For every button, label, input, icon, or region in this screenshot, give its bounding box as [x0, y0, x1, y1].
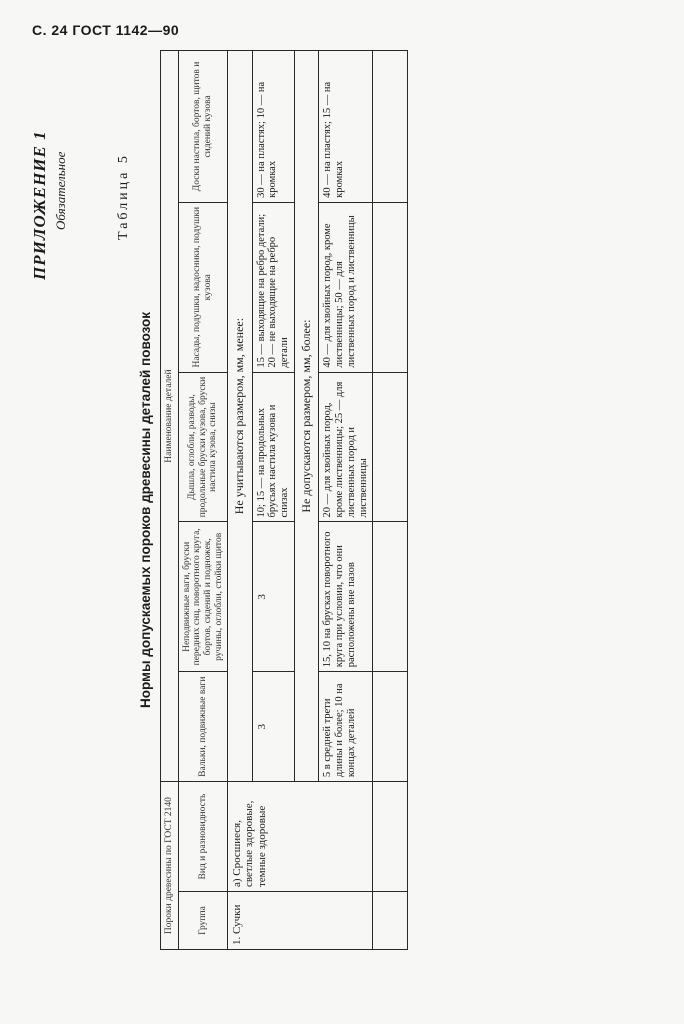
- column-group: Группа: [178, 892, 228, 950]
- defects-norms-table: [160, 50, 408, 950]
- table-row: [373, 51, 408, 950]
- cell-r2-c2: 15, 10 на брусках поворотного круга при условии, что они расположены вне пазов: [319, 522, 373, 672]
- cell-empty: [373, 892, 408, 950]
- cell-empty: [373, 202, 408, 372]
- defects-header: Пороки древесины по ГОСТ 2140: [161, 782, 179, 950]
- cell-r2-c4: 40 — для хвойных пород, кроме лиственницы; 50 — для лиственных пород и лиственницы: [319, 202, 373, 372]
- column-part-4: Насады, подушки, надосники, подушки кузова: [178, 202, 228, 372]
- cell-empty: [373, 51, 408, 203]
- cell-r2-c3: 20 — для хвойных пород, кроме лиственницы; 25 — для лиственных пород и лиственницы: [319, 372, 373, 522]
- cell-r1-c5: 30 — на пластях; 10 — на кромках: [252, 51, 294, 203]
- column-part-3: Дышла, оглобли, разводы, продольные бруски кузова, бруски настила кузова, снизы: [178, 372, 228, 522]
- table-label: Таблица 5: [116, 153, 131, 240]
- cell-group: 1. Сучки: [228, 892, 373, 950]
- cell-empty: [373, 782, 408, 892]
- cell-r2-c1: 5 в средней трети длины и более; 10 на концах деталей: [319, 672, 373, 782]
- cell-r1-c1: 3: [252, 672, 294, 782]
- note-not-counted: Не учитываются размером, мм, менее:: [228, 51, 252, 782]
- cell-r1-c3: 10; 15 — на продольных брусьях настила кузова и снизах: [252, 372, 294, 522]
- parts-header: Наименование деталей: [161, 51, 179, 782]
- appendix-title: ПРИЛОЖЕНИЕ 1: [30, 130, 49, 280]
- table-row: [228, 51, 252, 950]
- table-title: Нормы допускаемых пороков древесины деталей повозок: [138, 311, 153, 709]
- appendix-subtitle: Обязательное: [53, 151, 68, 230]
- note-not-allowed: Не допускаются размером, мм, более:: [294, 51, 318, 782]
- cell-r1-c4: 15 — выходящие на ребро детали; 20 — не выходящие на ребро детали: [252, 202, 294, 372]
- header-row-1: [161, 51, 179, 950]
- column-type: Вид и разновидность: [178, 782, 228, 892]
- cell-type: а) Сросшиеся, светлые здоровые, темные здоровые: [228, 782, 373, 892]
- cell-empty: [373, 672, 408, 782]
- cell-empty: [373, 522, 408, 672]
- header-row-2: [178, 51, 228, 950]
- page-header: С. 24 ГОСТ 1142—90: [32, 22, 180, 38]
- cell-empty: [373, 372, 408, 522]
- column-part-2: Неподвижные ваги, бруски передних снц, поворотного круга, бортов, сидений и подножек, ручины, оглобли, стойки щитов: [178, 522, 228, 672]
- column-part-5: Доски настила, бортов, щитов и сидений кузова: [178, 51, 228, 203]
- rotated-page-content: [0, 20, 684, 1000]
- cell-r1-c2: 3: [252, 522, 294, 672]
- cell-r2-c5: 40 — на пластях; 15 — на кромках: [319, 51, 373, 203]
- column-part-1: Вальки, подвижные ваги: [178, 672, 228, 782]
